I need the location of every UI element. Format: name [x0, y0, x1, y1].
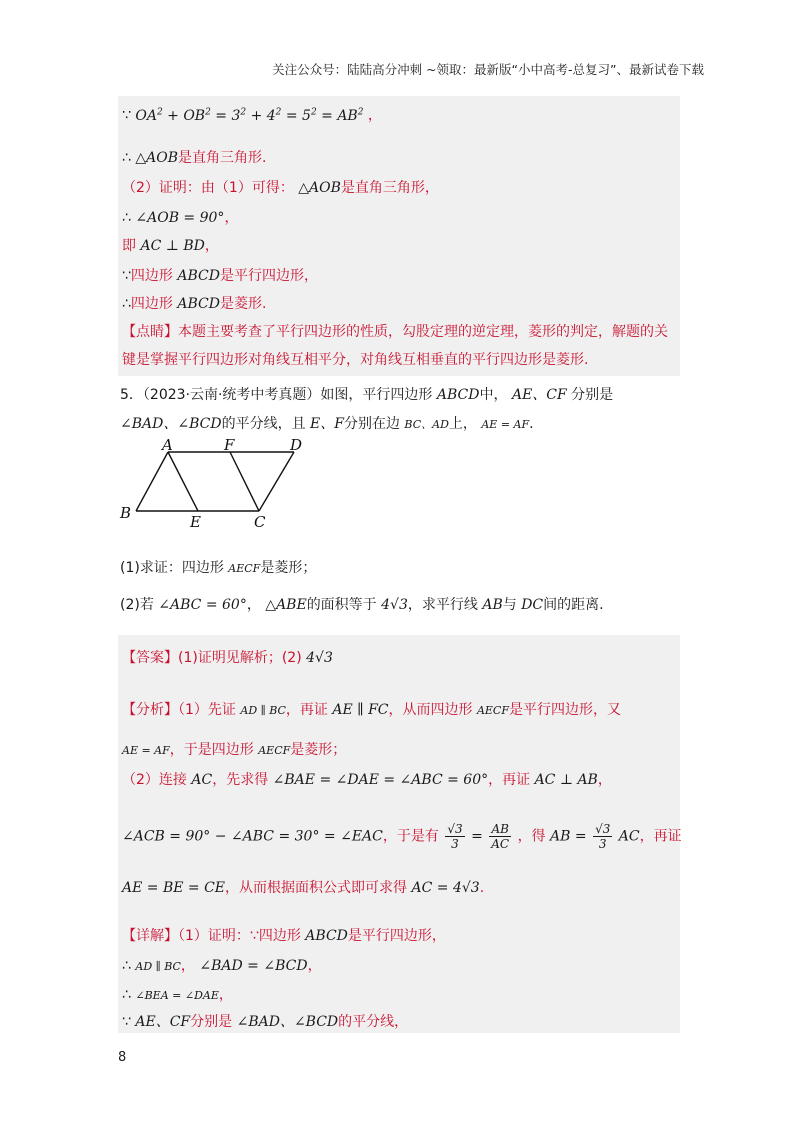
- detail-line-3: ∴ ∠BEA = ∠DAE，: [122, 987, 233, 1003]
- segment-AE: [168, 452, 198, 511]
- detail-tag: 【详解】: [122, 928, 178, 944]
- prev-line-7: ∴四边形 ABCD是菱形.: [122, 296, 267, 312]
- prev-line-1: ∵ $OA^2 + OB^2 = 3^2 + 4^2 = 5^2 = AB^2$ ，: [122, 107, 382, 124]
- segment-FC: [230, 452, 259, 511]
- problem-line-1: 5．（2023·云南·统考中考真题）如图，平行四边形 ABCD中， AE、CF 分别是: [120, 387, 614, 403]
- pythagoras-equation: $OA^2 + OB^2 = 3^2 + 4^2 = 5^2 = AB^2$: [135, 107, 364, 124]
- page-header: 关注公众号：陆陆高分冲刺 ~领取：最新版“小中高考-总复习”、最新试卷下载: [272, 62, 704, 77]
- detail-line-1: 【详解】（1）证明：∵四边形 ABCD是平行四边形，: [122, 928, 446, 944]
- dianjing-tag: 【点睛】: [122, 324, 178, 340]
- prev-line-3: （2）证明：由（1）可得： △AOB是直角三角形，: [122, 180, 439, 196]
- label-E: E: [190, 513, 201, 531]
- edge-AB: [136, 452, 168, 511]
- problem-line-2: ∠BAD、∠BCD的平分线，且 E、F分别在边 BC、AD上， AE = AF.: [120, 416, 534, 432]
- fraction-sqrt3-over-3-b: $\frac{√3}{3}$: [595, 822, 611, 851]
- dianjing-line-2: 键是掌握平行四边形对角线互相平分，对角线互相垂直的平行四边形是菱形.: [122, 352, 589, 368]
- fraction-sqrt3-over-3: $\frac{√3}{3}$: [447, 822, 463, 851]
- analysis-tag: 【分析】: [122, 702, 178, 718]
- analysis-line-4: ∠ACB = 90° − ∠ABC = 30° = ∠EAC，于是有 $\frac{√3}{3}$ = $\frac{AB}{AC}$ ，得 AB = $\frac{√3}{3}$ AC，再证: [122, 822, 682, 851]
- analysis-line-3: （2）连接 AC，先求得 ∠BAE = ∠DAE = ∠ABC = 60°，再证 AC ⊥ AB，: [122, 772, 612, 788]
- label-D: D: [290, 438, 303, 454]
- prev-line-4: ∴ ∠AOB = 90°，: [122, 210, 239, 226]
- answer-tag: 【答案】: [122, 650, 178, 666]
- label-B: B: [120, 504, 132, 522]
- fraction-ab-over-ac: $\frac{AB}{AC}$: [491, 822, 510, 851]
- analysis-line-5: AE = BE = CE，从而根据面积公式即可求得 AC = 4√3.: [122, 880, 485, 896]
- label-C: C: [254, 513, 266, 531]
- prev-line-5: 即 AC ⊥ BD，: [122, 238, 219, 254]
- analysis-line-1: 【分析】（1）先证 AD ∥ BC，再证 AE ∥ FC，从而四边形 AECF是平行四边形，又: [122, 702, 621, 718]
- prev-line-6: ∵四边形 ABCD是平行四边形，: [122, 268, 318, 284]
- parallelogram-figure: [116, 438, 316, 538]
- answer-line: 【答案】(1)证明见解析；(2) 4√3: [122, 650, 333, 666]
- problem-part-1: (1)求证：四边形 AECF是菱形；: [120, 560, 317, 576]
- detail-line-2: ∴ AD ∥ BC， ∠BAD = ∠BCD，: [122, 958, 322, 974]
- problem-part-2: (2)若 ∠ABC = 60°， △ABE的面积等于 4√3，求平行线 AB与 DC间的距离.: [120, 597, 604, 613]
- dianjing-line-1: 【点睛】本题主要考查了平行四边形的性质，勾股定理的逆定理，菱形的判定，解题的关: [122, 324, 668, 340]
- page-number: 8: [118, 1050, 127, 1065]
- label-A: A: [162, 438, 173, 454]
- label-F: F: [224, 438, 235, 454]
- edge-DC: [259, 452, 294, 511]
- detail-line-4: ∵ AE、CF分别是 ∠BAD、∠BCD的平分线，: [122, 1014, 409, 1030]
- prev-line-2: ∴ △AOB是直角三角形.: [122, 150, 267, 166]
- analysis-line-2: AE = AF，于是四边形 AECF是菱形；: [122, 742, 347, 758]
